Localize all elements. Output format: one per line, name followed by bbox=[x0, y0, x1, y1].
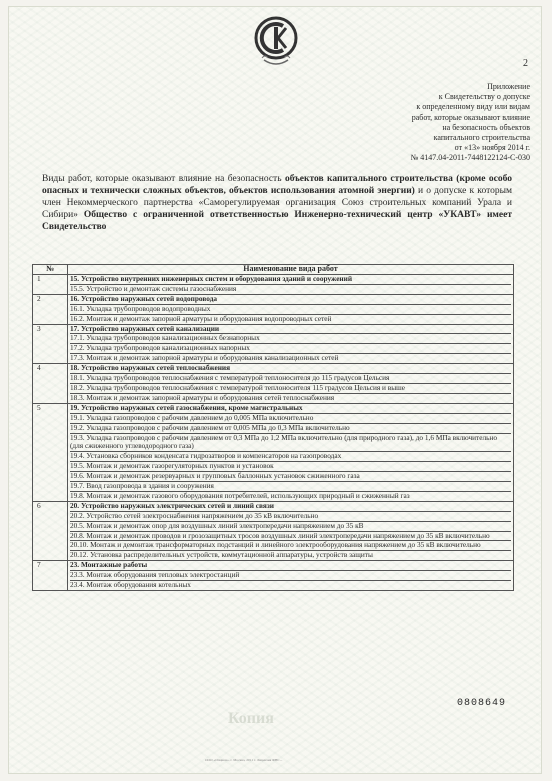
table-row bbox=[33, 561, 514, 591]
row-number: 6 bbox=[33, 501, 68, 560]
work-item: 15.5. Устройство и демонтаж системы газоснабжения bbox=[70, 284, 511, 294]
serial-number: 0808649 bbox=[456, 698, 506, 709]
table-row bbox=[33, 324, 514, 364]
printer-footer: ООО «Опцион», г. Москва, 2011 г. Лицензия ФНС... bbox=[205, 758, 283, 762]
row-number: 4 bbox=[33, 364, 68, 404]
row-content bbox=[68, 501, 514, 560]
work-item: 19.2. Укладка газопроводов с рабочим давлением от 0,005 МПа до 0,3 МПа включительно bbox=[70, 423, 511, 433]
appendix-line: капитального строительства bbox=[433, 133, 530, 143]
work-item: 19.7. Ввод газопровода в здания и сооружения bbox=[70, 481, 511, 491]
row-content bbox=[68, 561, 514, 591]
appendix-line: Приложение bbox=[487, 82, 530, 91]
section-title: 19. Устройство наружных сетей газоснабжения, кроме магистральных bbox=[70, 402, 303, 412]
row-number: 1 bbox=[33, 275, 68, 295]
work-item: 19.8. Монтаж и демонтаж газового оборудования потребителей, использующих природный и сжиженный газ bbox=[70, 491, 511, 501]
table-row bbox=[33, 364, 514, 404]
intro-text-1: Виды работ, которые оказывают влияние на безопасность bbox=[42, 174, 285, 184]
work-item: 17.2. Укладка трубопроводов канализационных напорных bbox=[70, 343, 511, 353]
section-title: 16. Устройство наружных сетей водопровода bbox=[70, 293, 218, 303]
appendix-line: работ, которые оказывают влияние bbox=[411, 112, 530, 122]
table-row bbox=[33, 501, 514, 560]
col-name-header: Наименование вида работ bbox=[68, 265, 514, 275]
table-row bbox=[33, 294, 514, 324]
work-item: 16.2. Монтаж и демонтаж запорной арматуры и оборудования водопроводных сетей bbox=[70, 314, 511, 324]
intro-bold-1: объектов капитального строительства (кроме особо опасных и технически сложных объектов, объектов использования атомной энергии) bbox=[42, 174, 512, 197]
row-number: 2 bbox=[33, 294, 68, 324]
table-row bbox=[33, 275, 514, 295]
section-title: 23. Монтажные работы bbox=[70, 560, 148, 570]
page-number: 2 bbox=[523, 58, 528, 69]
appendix-line: от «13» ноября 2014 г. bbox=[454, 143, 530, 153]
work-item: 18.1. Укладка трубопроводов теплоснабжения с температурой теплоносителя до 115 градусов Цельсия bbox=[70, 373, 511, 383]
work-item: 18.3. Монтаж и демонтаж запорной арматуры и оборудования сетей теплоснабжения bbox=[70, 393, 511, 403]
section-title: 17. Устройство наружных сетей канализации bbox=[70, 323, 220, 333]
row-content bbox=[68, 324, 514, 364]
work-item: 20.2. Устройство сетей электроснабжения напряжением до 35 кВ включительно bbox=[70, 511, 511, 521]
row-content bbox=[68, 364, 514, 404]
work-item: 19.1. Укладка газопроводов с рабочим давлением до 0,005 МПа включительно bbox=[70, 413, 511, 423]
work-item: 23.4. Монтаж оборудования котельных bbox=[70, 580, 511, 590]
row-number: 7 bbox=[33, 561, 68, 591]
intro-paragraph bbox=[42, 173, 512, 233]
work-item: 19.5. Монтаж и демонтаж газорегуляторных пунктов и установок bbox=[70, 461, 511, 471]
work-item: 19.3. Укладка газопроводов с рабочим давлением от 0,3 МПа до 1,2 МПа включительно (для природного газа), до 1,6 МПа включительно (для сжиженного углеводородного газа) bbox=[70, 433, 511, 452]
appendix-line: к определенному виду или видам bbox=[416, 102, 530, 112]
appendix-line: № 4147.04-2011-7448122124-С-030 bbox=[410, 153, 530, 163]
appendix-line: на безопасность объектов bbox=[442, 122, 530, 132]
section-title: 15. Устройство внутренних инженерных систем и оборудования зданий и сооружений bbox=[70, 274, 353, 283]
work-item: 17.3. Монтаж и демонтаж запорной арматуры и оборудования канализационных сетей bbox=[70, 353, 511, 363]
row-content bbox=[68, 294, 514, 324]
work-item: 20.5. Монтаж и демонтаж опор для воздушных линий электропередачи напряжением до 35 кВ bbox=[70, 521, 511, 531]
row-content bbox=[68, 403, 514, 501]
watermark: Копия bbox=[228, 710, 274, 727]
works-table bbox=[32, 264, 514, 591]
work-item: 19.6. Монтаж и демонтаж резервуарных и групповых баллонных установок сжиженного газа bbox=[70, 471, 511, 481]
table-header-row bbox=[33, 265, 514, 275]
section-title: 20. Устройство наружных электрических сетей и линий связи bbox=[70, 500, 274, 510]
appendix-line: к Свидетельству о допуске bbox=[438, 92, 530, 102]
work-item: 19.4. Установка сборников конденсата гидрозатворов и компенсаторов на газопроводах bbox=[70, 451, 511, 461]
work-item: 16.1. Укладка трубопроводов водопроводных bbox=[70, 304, 511, 314]
row-number: 5 bbox=[33, 403, 68, 501]
work-item: 20.8. Монтаж и демонтаж проводов и грозозащитных тросов воздушных линий электропередачи напряжением до 35 кВ включительно bbox=[70, 531, 511, 541]
section-title: 18. Устройство наружных сетей теплоснабжения bbox=[70, 363, 231, 373]
row-number: 3 bbox=[33, 324, 68, 364]
intro-text-2: и о допуске к которым член Некоммерческого партнерства «Саморегулируемая организация Союз строительных компаний Урала и Сибири» bbox=[42, 186, 512, 221]
intro-bold-2: Общество с ограниченной ответственностью Инженерно-технический центр «УКАВТ» имеет Свидетельство bbox=[42, 210, 513, 233]
table-row bbox=[33, 403, 514, 501]
col-num-header: № bbox=[33, 265, 68, 275]
row-content bbox=[68, 275, 514, 295]
work-item: 20.12. Установка распределительных устройств, коммутационной аппаратуры, устройств защиты bbox=[70, 550, 511, 560]
work-item: 20.10. Монтаж и демонтаж трансформаторных подстанций и линейного электрооборудования напряжением до 35 кВ включительно bbox=[70, 540, 511, 550]
sro-logo bbox=[252, 14, 300, 70]
appendix-header bbox=[310, 82, 530, 164]
work-item: 17.1. Укладка трубопроводов канализационных безнапорных bbox=[70, 333, 511, 343]
work-item: 23.3. Монтаж оборудования тепловых электростанций bbox=[70, 570, 511, 580]
work-item: 18.2. Укладка трубопроводов теплоснабжения с температурой теплоносителя 115 градусов Цельсия и выше bbox=[70, 383, 511, 393]
